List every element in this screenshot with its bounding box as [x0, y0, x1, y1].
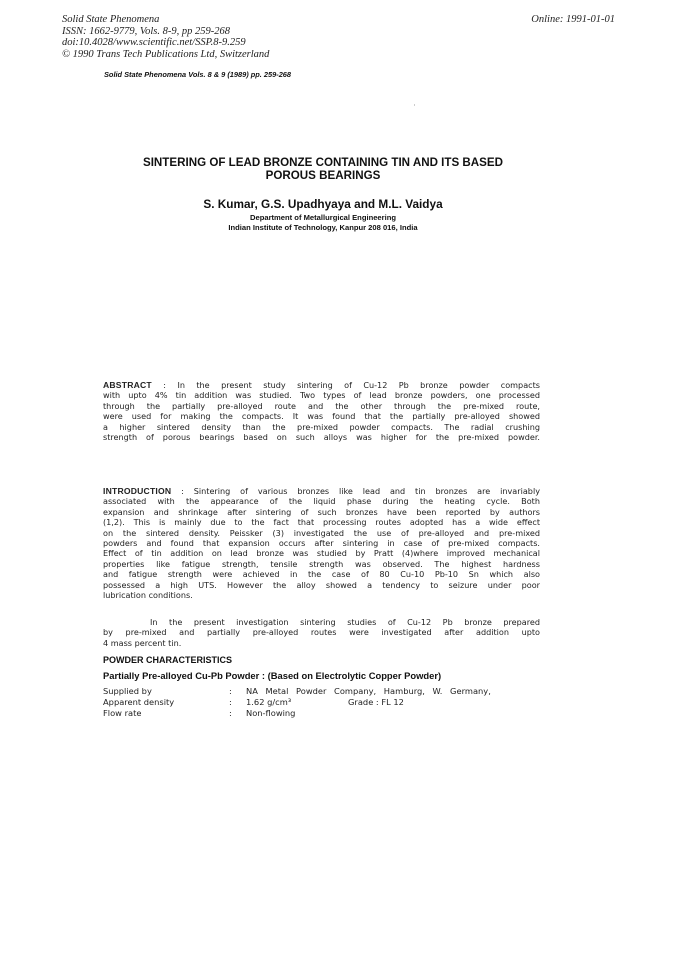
intro-line: Effect of tin addition on lead bronze was studied by Pratt (4)where improved mechanical: [103, 548, 540, 559]
property-value-extra: Grade : FL 12: [348, 697, 404, 707]
intro-line-text: : Sintering of various bronzes like lead and tin bronzes are invariably: [181, 486, 540, 496]
property-row: [103, 708, 553, 719]
institute-line: Indian Institute of Technology, Kanpur 208 016, India: [228, 223, 418, 232]
intro-p2-line: 4 mass percent tin.: [103, 637, 182, 648]
title-line: POROUS BEARINGS: [265, 168, 381, 182]
doi-line: doi:10.4028/www.scientific.net/SSP.8-9.259: [62, 37, 246, 49]
abstract-line: with upto 4% tin addition was studied. Two types of lead bronze powders, one processed: [103, 390, 540, 401]
subsection-heading: Partially Pre-alloyed Cu-Pb Powder : (Based on Electrolytic Copper Powder): [103, 670, 442, 681]
property-label: Supplied by: [103, 686, 152, 696]
abstract-block: [103, 380, 540, 442]
abstract-line: strength of porous bearings based on such alloys was higher for the pre-mixed powder.: [103, 432, 540, 443]
property-row: [103, 697, 553, 708]
abstract-line: through the partially pre-alloyed route and the other through the pre-mixed route,: [103, 400, 540, 411]
property-colon: :: [229, 708, 232, 718]
scan-speck: [414, 104, 415, 106]
property-label: Flow rate: [103, 708, 142, 718]
intro-p2-line: In the present investigation sintering studies of Cu-12 Pb bronze prepared: [150, 617, 540, 627]
paper-title: [100, 157, 546, 182]
author-list: S. Kumar, G.S. Upadhyaya and M.L. Vaidya: [203, 197, 443, 211]
intro-p2-line: by pre-mixed and partially pre-alloyed routes were investigated after addition upto: [103, 627, 540, 638]
intro-line: on the sintered density. Peissker (3) investigated the use of pre-alloyed and pre-mixed: [103, 527, 540, 538]
intro-line: [103, 486, 540, 496]
intro-line: powders and found that expansion occurs after sintering in case of pre-mixed compacts.: [103, 538, 540, 549]
powder-properties-table: [103, 686, 553, 719]
abstract-line: a higher sintered density than the pre-mixed powder compacts. The radial crushing: [103, 421, 540, 432]
online-date: Online: 1991-01-01: [531, 14, 615, 25]
journal-name: Solid State Phenomena: [62, 14, 160, 25]
property-value: 1.62 g/cm³: [246, 697, 292, 707]
intro-line: properties like fatigue strength, tensile strength was observed. The highest hardness: [103, 558, 540, 569]
intro-line: lubrication conditions.: [103, 590, 193, 601]
abstract-line: [103, 380, 540, 390]
abstract-label: ABSTRACT: [103, 380, 152, 390]
introduction-block: [103, 486, 540, 600]
journal-citation-line: Solid State Phenomena Vols. 8 & 9 (1989) pp. 259-268: [104, 70, 292, 79]
issn-line: ISSN: 1662-9779, Vols. 8-9, pp 259-268: [62, 25, 230, 37]
introduction-label: INTRODUCTION: [103, 486, 172, 496]
property-value: Non-flowing: [246, 708, 296, 718]
intro-line: and fatigue strength were achieved in the case of 80 Cu-10 Pb-10 Sn which also: [103, 569, 540, 580]
property-colon: :: [229, 697, 232, 707]
introduction-paragraph-2: [103, 617, 540, 648]
property-value: NA Metal Powder Company, Hamburg, W. Germany,: [246, 686, 491, 696]
publication-header: [62, 14, 269, 60]
abstract-line: were used for making the compacts. It was found that the partially pre-alloyed showed: [103, 411, 540, 422]
section-heading: POWDER CHARACTERISTICS: [103, 655, 233, 665]
intro-line: (1,2). This is mainly due to the fact that processing routes adopted has a wide effect: [103, 517, 540, 528]
property-label: Apparent density: [103, 697, 175, 707]
intro-line: expansion and shrinkage after sintering of such bronzes have been reported by authors: [103, 506, 540, 517]
property-colon: :: [229, 686, 232, 696]
title-line: SINTERING OF LEAD BRONZE CONTAINING TIN AND ITS BASED: [142, 156, 504, 169]
copyright-line: © 1990 Trans Tech Publications Ltd, Switzerland: [62, 48, 270, 60]
property-row: [103, 686, 553, 697]
affiliation: [100, 213, 546, 233]
intro-line: associated with the appearance of the liquid phase during the heating cycle. Both: [103, 496, 540, 507]
intro-line: possessed a high UTS. However the alloy showed a tendency to seizure under poor: [103, 579, 540, 590]
department-line: Department of Metallurgical Engineering: [250, 213, 396, 222]
abstract-line-text: : In the present study sintering of Cu-12 Pb bronze powder compacts: [163, 380, 540, 390]
